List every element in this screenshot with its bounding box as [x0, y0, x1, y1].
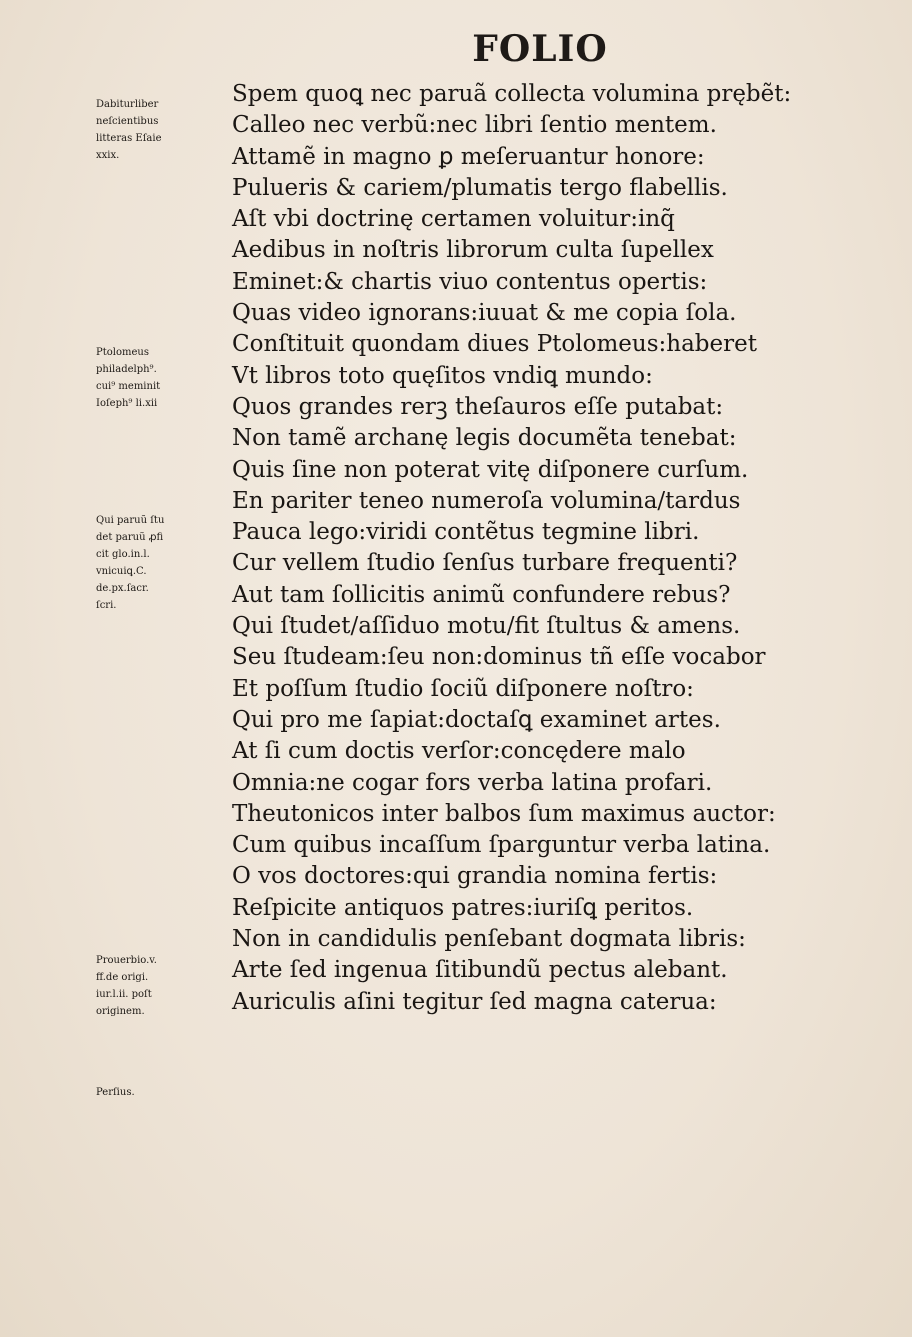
gloss-line: litteras Eſaie — [96, 133, 162, 144]
verse-line: Qui pro me ſapiat:doctaſꝗ examinet artes. — [232, 706, 721, 733]
verse-line: O vos doctores:qui grandia nomina fertis: — [232, 863, 718, 890]
verse-line: At ſi cum doctis verſor:concędere malo — [232, 738, 686, 765]
verse-line: Eminet:& chartis viuo contentus opertis: — [232, 268, 708, 295]
verse-column — [232, 79, 892, 1018]
verse-line: Attamẽ in magno ꝑ meſeruantur honore: — [232, 143, 705, 170]
page-title: FOLIO — [472, 28, 608, 70]
verse-line: Et poſſum ſtudio ſociũ diſponere noſtro: — [232, 675, 694, 702]
verse-line: Seu ſtudeam:ſeu non:dominus tñ eſſe vocabor — [232, 644, 766, 671]
verse-line: Arte ſed ingenua ſitibundũ pectus alebant. — [232, 957, 728, 984]
verse-line: Vt libros toto quęſitos vndiꝗ mundo: — [232, 362, 653, 389]
gloss-4 — [96, 952, 231, 1020]
verse-line: Pulueris & cariem/plumatis tergo flabellis. — [232, 174, 728, 201]
gloss-line: ſcri. — [96, 600, 117, 611]
verse-line: Calleo nec verbũ:nec libri ſentio mentem. — [232, 112, 717, 139]
verse-line: Cur vellem ſtudio ſenſus turbare frequenti? — [232, 550, 738, 577]
gloss-line: Prouerbio.v. — [96, 955, 157, 966]
gloss-line: Qui paruũ ſtu — [96, 515, 165, 526]
gloss-line: ff.de origi. — [96, 972, 149, 983]
verse-line: Quas video ignorans:iuuat & me copia ſola. — [232, 300, 737, 327]
verse-line: Quis ſine non poterat vitę diſponere curſum. — [232, 456, 749, 483]
gloss-line: philadelph⁹. — [96, 364, 157, 375]
verse-line: Aut tam ſollicitis animũ confundere rebus? — [232, 581, 731, 608]
gloss-line: cui⁹ meminit — [96, 381, 161, 392]
gloss-line: xxix. — [96, 150, 120, 161]
verse-line: Pauca lego:viridi contẽtus tegmine libri. — [232, 519, 700, 546]
gloss-1 — [96, 96, 231, 164]
verse-line: Aſt vbi doctrinę certamen voluitur:inq̃ — [232, 206, 675, 233]
gloss-3 — [96, 512, 231, 614]
verse-line: Aedibus in noſtris librorum culta ſupellex — [232, 237, 714, 264]
gloss-line: Perſius. — [96, 1087, 135, 1098]
gloss-line: vnicuiꝗ.C. — [96, 566, 147, 577]
gloss-line: de.px.ſacr. — [96, 583, 149, 594]
gloss-line: Ptolomeus — [96, 347, 149, 358]
gloss-line: Dabiturliber — [96, 99, 159, 110]
gloss-line: cit glo.in.l. — [96, 549, 150, 560]
verse-line: Quos grandes rerꝫ theſauros eſſe putabat: — [232, 393, 724, 420]
verse-line: Cum quibus incaſſum ſparguntur verba latina. — [232, 832, 771, 859]
gloss-2 — [96, 344, 231, 412]
verse-line: Non tamẽ archanę legis documẽta tenebat: — [232, 425, 737, 452]
verse-line: Spem quoꝗ nec paruã collecta volumina prębẽt: — [232, 81, 792, 107]
marginal-glosses — [0, 0, 228, 1337]
gloss-line: Ioſeph⁹ li.xii — [96, 398, 158, 409]
gloss-line: det paruũ ꝓfi — [96, 532, 164, 543]
verse-line: Omnia:ne cogar fors verba latina profari. — [232, 769, 713, 796]
verse-line: En pariter teneo numeroſa volumina/tardus — [232, 487, 741, 514]
verse-line: Conſtituit quondam diues Ptolomeus:haberet — [232, 331, 757, 358]
gloss-line: iur.l.ii. poſt — [96, 989, 152, 1000]
gloss-line: originem. — [96, 1006, 145, 1017]
verse-line: Auriculis aſini tegitur ſed magna caterua: — [232, 988, 717, 1015]
gloss-5 — [96, 1084, 231, 1101]
verse-line: Theutonicos inter balbos ſum maximus auctor: — [232, 800, 776, 827]
verse-line: Qui ſtudet/aſſiduo motu/fit ſtultus & amens. — [232, 613, 741, 640]
gloss-line: neſcientibus — [96, 116, 159, 127]
verse-line: Non in candidulis penſebant dogmata libris: — [232, 926, 746, 953]
verse-line: Reſpicite antiquos patres:iuriſꝗ peritos. — [232, 894, 694, 921]
